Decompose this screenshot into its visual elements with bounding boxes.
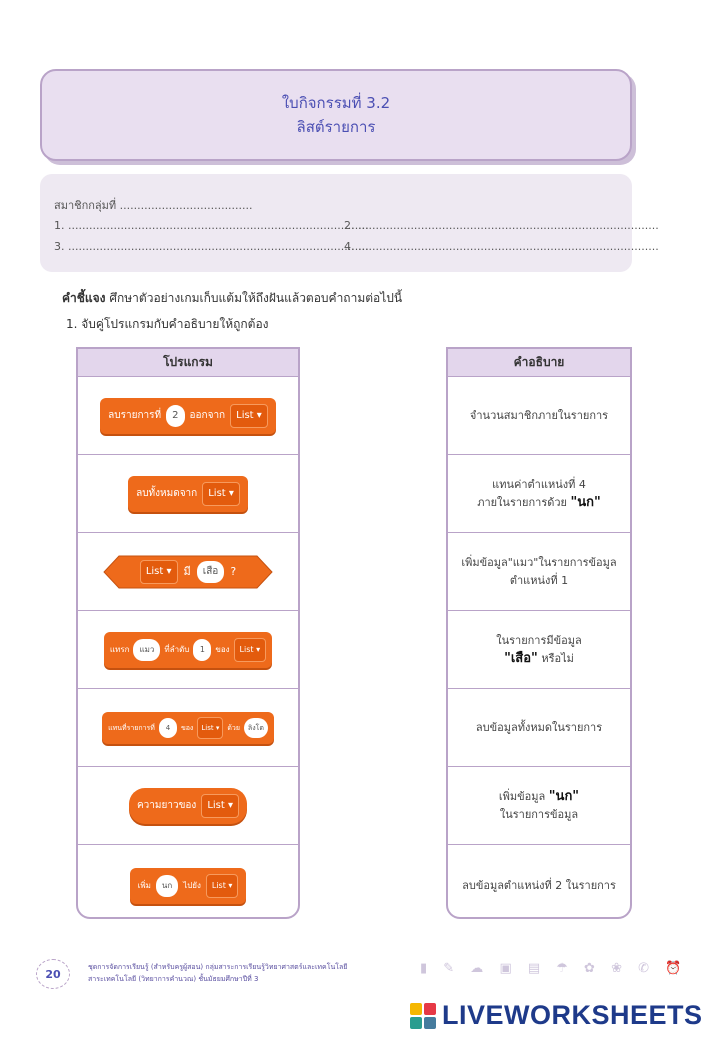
program-cell-5 — [78, 689, 298, 767]
member-2-field: 2. ...................................................................................... — [344, 219, 659, 232]
description-table — [446, 347, 632, 919]
activity-number: ใบกิจกรรมที่ 3.2 — [281, 94, 391, 112]
question-1: 1. จับคู่โปรแกรมกับคำอธิบายให้ถูกต้อง — [66, 317, 269, 331]
length-block[interactable]: ความยาวของ List ▾ — [129, 788, 247, 824]
list-dropdown: List ▾ — [197, 717, 223, 739]
program-cell-2 — [78, 455, 298, 533]
insert-block[interactable]: แทรก แมว ที่ลำดับ 1 ของ List ▾ — [104, 632, 272, 668]
delete-all-block[interactable]: ลบทั้งหมดจาก List ▾ — [128, 476, 248, 512]
description-2[interactable]: แทนค่าตำแหน่งที่ 4 ภายในรายการด้วย "นก" — [448, 455, 630, 533]
description-4[interactable]: ในรายการมีข้อมูล "เสือ" หรือไม่ — [448, 611, 630, 689]
activity-title-card — [40, 69, 632, 161]
list-dropdown: List ▾ — [201, 794, 239, 818]
program-cell-6 — [78, 767, 298, 845]
member-1-field: 1. ...................................................................................... — [54, 219, 369, 232]
list-dropdown: List ▾ — [234, 638, 267, 662]
add-item-block[interactable]: เพิ่ม นก ไปยัง List ▾ — [130, 868, 247, 904]
activity-name: ลิสต์รายการ — [296, 118, 376, 136]
program-cell-1 — [78, 377, 298, 455]
member-4-field: 4. ...................................................................................... — [344, 240, 659, 253]
instruction-label: คำชี้แจง — [62, 291, 106, 305]
group-members-box — [40, 174, 659, 272]
description-1[interactable]: จำนวนสมาชิกภายในรายการ — [448, 377, 630, 455]
group-number-field: สมาชิกกลุ่มที่ ...................................... — [54, 198, 253, 212]
program-header: โปรแกรม — [78, 349, 298, 377]
page-number: 20 — [36, 959, 70, 989]
description-header: คำอธิบาย — [448, 349, 630, 377]
description-6[interactable]: เพิ่มข้อมูล "นก" ในรายการข้อมูล — [448, 767, 630, 845]
liveworksheets-logo — [410, 1000, 703, 1031]
program-cell-3 — [78, 533, 298, 611]
replace-item-block[interactable]: แทนที่รายการที่ 4 ของ List ▾ ด้วย ลิงโต — [102, 712, 274, 744]
list-dropdown: List ▾ — [206, 874, 239, 898]
footer-text: ชุดการจัดการเรียนรู้ (สำหรับครูผู้สอน) กลุ่มสาระการเรียนรู้วิทยาศาสตร์และเทคโนโลยี สาระเทคโนโลยี (วิทยาการคำนวณ) ชั้นมัธยมศึกษาปีที่ 3 — [88, 963, 348, 983]
description-3[interactable]: เพิ่มข้อมูล"แมว"ในรายการข้อมูล ตำแหน่งที่ 1 — [448, 533, 630, 611]
program-cell-7 — [78, 845, 298, 927]
member-3-field: 3. ...................................................................................... — [54, 240, 369, 253]
instruction — [62, 289, 402, 308]
program-table — [76, 347, 300, 919]
list-dropdown: List ▾ — [202, 482, 240, 506]
description-5[interactable]: ลบข้อมูลทั้งหมดในรายการ — [448, 689, 630, 767]
brand-name: LIVEWORKSHEETS — [442, 1000, 703, 1030]
list-dropdown: List ▾ — [140, 560, 178, 584]
program-cell-4 — [78, 611, 298, 689]
delete-item-block[interactable]: ลบรายการที่ 2 ออกจาก List ▾ — [100, 398, 276, 434]
liveworksheets-icon — [410, 1003, 436, 1029]
list-dropdown: List ▾ — [230, 404, 268, 428]
page-footer — [28, 955, 718, 995]
decorative-icons: ▮ ✎ ☁ ▣ ▤ ☂ ✿ ❀ ✆ ⏰ — [420, 961, 688, 976]
contains-block[interactable]: List ▾ มี เสือ ? — [103, 555, 273, 589]
instruction-text: ศึกษาตัวอย่างเกมเก็บแต้มให้ถึงฝันแล้วตอบคำถามต่อไปนี้ — [109, 291, 403, 305]
description-7[interactable]: ลบข้อมูลตำแหน่งที่ 2 ในรายการ — [462, 879, 616, 892]
